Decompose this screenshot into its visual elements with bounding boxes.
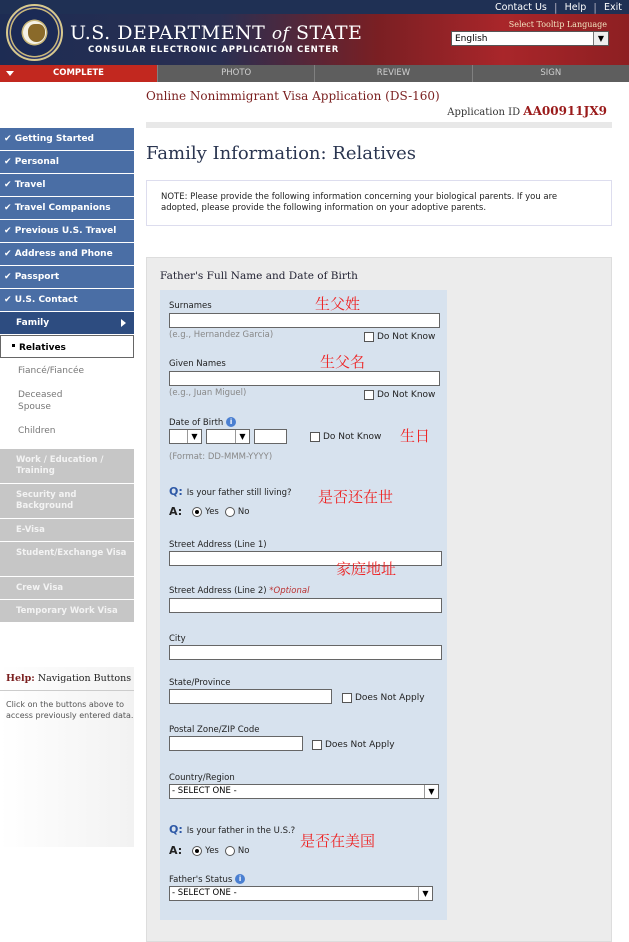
note-box: NOTE: Please provide the following information concerning your biological parents. If you are adopted, please provide the following information on your adoptive parents. [146, 180, 612, 226]
language-select[interactable]: English ▼ [451, 31, 609, 46]
divider: | [553, 0, 558, 14]
given-names-input[interactable] [169, 371, 440, 386]
street2-input[interactable] [169, 598, 442, 613]
info-icon[interactable]: i [235, 874, 245, 884]
state-input[interactable] [169, 689, 332, 704]
chevron-down-icon: ▼ [187, 430, 201, 443]
annotation-dob: 生日 [400, 427, 431, 445]
surnames-label: Surnames [169, 301, 212, 311]
progress-steps [0, 65, 629, 82]
nav-item-e-visa: E-Visa [0, 519, 134, 541]
nav-item-address-phone[interactable]: ✔ Address and Phone [0, 243, 134, 265]
street1-input[interactable] [169, 551, 442, 566]
nav-item-crew-visa: Crew Visa [0, 577, 134, 599]
father-status-label: Father's Status i [169, 874, 245, 885]
site-subtitle: CONSULAR ELECTRONIC APPLICATION CENTER [88, 45, 340, 55]
father-living-radio: A: Yes No [169, 505, 250, 518]
state-label: State/Province [169, 678, 231, 688]
given-names-label: Given Names [169, 359, 226, 369]
chevron-down-icon: ▼ [593, 32, 608, 45]
country-label: Country/Region [169, 773, 235, 783]
tooltip-language-label: Select Tooltip Language [508, 20, 607, 29]
nav-item-travel-companions[interactable]: ✔ Travel Companions [0, 197, 134, 219]
checkbox[interactable] [310, 432, 320, 442]
divider: | [593, 0, 597, 14]
state-department-seal-icon [6, 4, 63, 61]
step-review: REVIEW [314, 65, 471, 82]
section-title: Father's Full Name and Date of Birth [160, 270, 358, 282]
contact-us-link[interactable]: Contact Us [495, 1, 547, 13]
top-bar [0, 0, 629, 14]
application-id: Application ID AA00911JX9 [447, 104, 607, 118]
in-us-yes-radio[interactable] [192, 846, 202, 856]
dob-do-not-know[interactable]: Do Not Know [310, 432, 381, 442]
application-title: Online Nonimmigrant Visa Application (DS-160) [146, 89, 440, 103]
father-in-us-radio: A: Yes No [169, 844, 250, 857]
step-sign: SIGN [472, 65, 629, 82]
nav-subitem-deceased-spouse[interactable]: Deceased Spouse [18, 390, 63, 412]
country-select[interactable]: - SELECT ONE - ▼ [169, 784, 439, 799]
nav-item-us-contact[interactable]: ✔ U.S. Contact [0, 289, 134, 311]
living-yes-radio[interactable] [192, 507, 202, 517]
surnames-do-not-know[interactable]: Do Not Know [364, 332, 435, 342]
nav-item-family[interactable]: Family [0, 312, 134, 334]
page-title: Family Information: Relatives [146, 143, 417, 164]
checkbox[interactable] [364, 332, 374, 342]
surnames-hint: (e.g., Hernandez Garcia) [169, 330, 274, 340]
dob-label: Date of Birth i [169, 417, 236, 428]
checkbox[interactable] [312, 740, 322, 750]
help-panel [0, 667, 134, 847]
help-text: Click on the buttons above to access previously entered data. [6, 700, 134, 720]
dob-year-input[interactable] [254, 429, 287, 444]
nav-item-travel[interactable]: ✔ Travel [0, 174, 134, 196]
exit-link[interactable]: Exit [604, 1, 622, 13]
annotation-surname: 生父姓 [315, 295, 361, 313]
nav-item-getting-started[interactable]: ✔ Getting Started [0, 128, 134, 150]
info-icon[interactable]: i [226, 417, 236, 427]
dob-month-select[interactable] [206, 429, 250, 444]
annotation-address: 家庭地址 [336, 560, 397, 578]
annotation-in-us: 是否在美国 [300, 832, 376, 850]
dob-format-hint: (Format: DD-MMM-YYYY) [169, 452, 273, 462]
chevron-down-icon: ▼ [418, 887, 432, 900]
annotation-given-name: 生父名 [320, 353, 366, 371]
nav-item-student-exchange: Student/Exchange Visa [0, 542, 134, 576]
in-us-no-radio[interactable] [225, 846, 235, 856]
chevron-down-icon: ▼ [424, 785, 438, 798]
given-names-do-not-know[interactable]: Do Not Know [364, 390, 435, 400]
nav-subitem-fiance[interactable]: Fiancé/Fiancée [18, 366, 85, 376]
dob-day-select[interactable] [169, 429, 202, 444]
father-info-section [146, 257, 612, 942]
state-does-not-apply[interactable]: Does Not Apply [342, 693, 425, 703]
nav-subitem-children[interactable]: Children [18, 426, 56, 436]
step-photo: PHOTO [157, 65, 314, 82]
nav-item-work-education: Work / Education / Training [0, 449, 134, 483]
annotation-living: 是否还在世 [318, 488, 394, 506]
checkbox[interactable] [364, 390, 374, 400]
postal-label: Postal Zone/ZIP Code [169, 725, 260, 735]
help-link[interactable]: Help [564, 1, 587, 13]
form-box [160, 290, 447, 920]
nav-item-previous-us-travel[interactable]: ✔ Previous U.S. Travel [0, 220, 134, 242]
nav-item-personal[interactable]: ✔ Personal [0, 151, 134, 173]
nav-item-temporary-work-visa: Temporary Work Visa [0, 600, 134, 622]
chevron-down-icon: ▼ [235, 430, 249, 443]
living-no-radio[interactable] [225, 507, 235, 517]
checkbox[interactable] [342, 693, 352, 703]
city-input[interactable] [169, 645, 442, 660]
nav-item-passport[interactable]: ✔ Passport [0, 266, 134, 288]
father-status-select[interactable]: - SELECT ONE - ▼ [169, 886, 433, 901]
given-names-hint: (e.g., Juan Miguel) [169, 388, 247, 398]
street1-label: Street Address (Line 1) [169, 540, 267, 550]
postal-does-not-apply[interactable]: Does Not Apply [312, 740, 395, 750]
street2-label: Street Address (Line 2) *Optional [169, 586, 310, 596]
postal-input[interactable] [169, 736, 303, 751]
nav-item-security-background: Security and Background [0, 484, 134, 518]
father-living-question: Q: Is your father still living? [169, 485, 292, 498]
header-banner [0, 14, 629, 65]
divider [146, 122, 612, 128]
department-title: U.S. DEPARTMENT of STATE [70, 22, 363, 44]
nav-subitem-relatives[interactable]: Relatives [0, 335, 134, 358]
sidebar-nav [0, 128, 134, 623]
help-title: Help: Navigation Buttons [6, 673, 132, 684]
father-in-us-question: Q: Is your father in the U.S.? [169, 823, 296, 836]
city-label: City [169, 634, 186, 644]
step-complete[interactable]: COMPLETE [0, 65, 157, 82]
surnames-input[interactable] [169, 313, 440, 328]
